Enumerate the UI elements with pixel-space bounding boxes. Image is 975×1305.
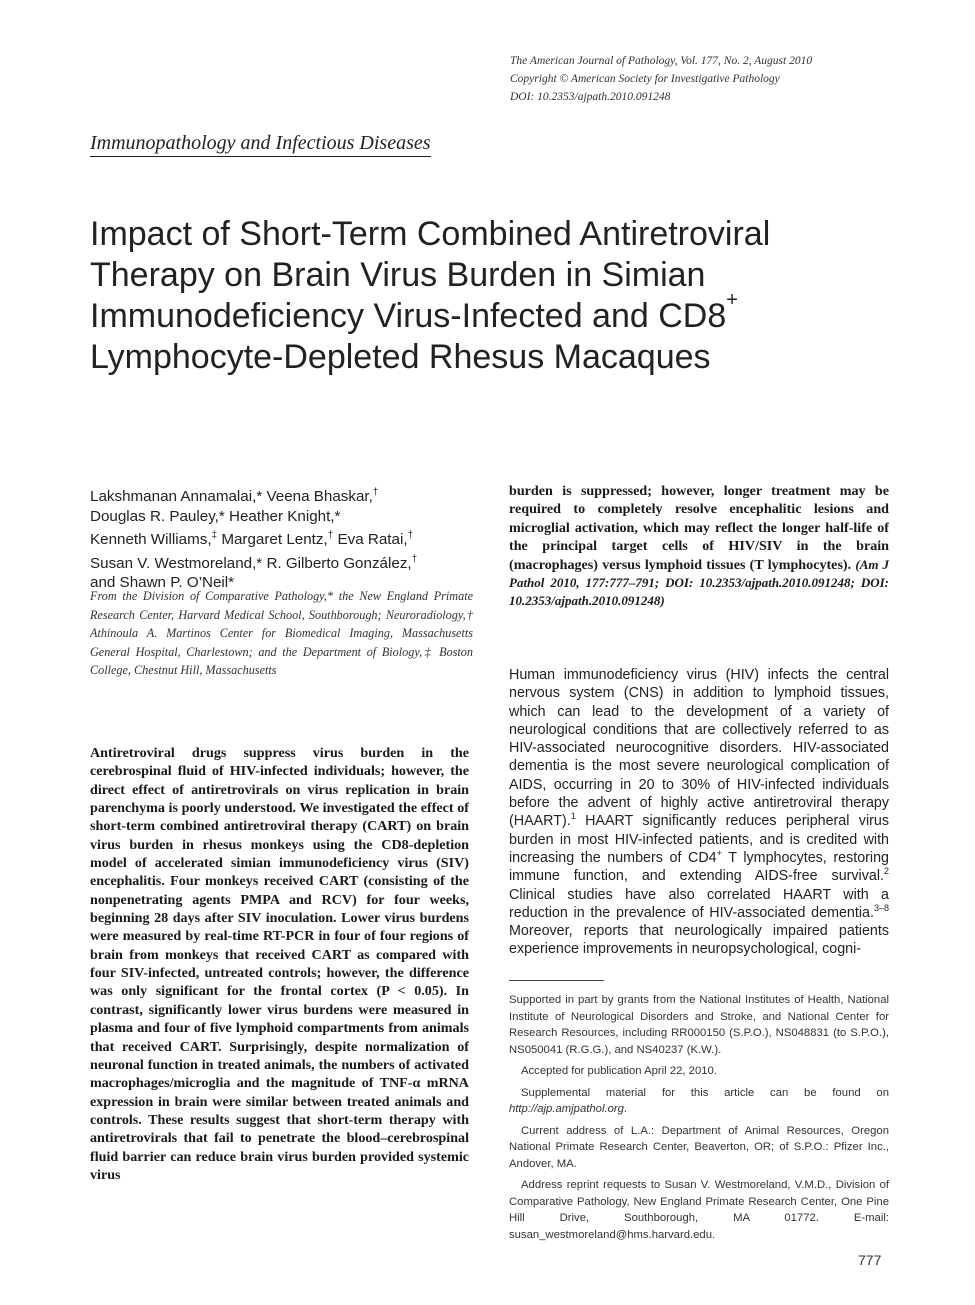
author-line: and Shawn P. O’Neil* xyxy=(90,574,235,592)
journal-copyright-line: Copyright © American Society for Investigative Pathology xyxy=(510,73,780,85)
title-line-4: Lymphocyte-Depleted Rhesus Macaques xyxy=(90,338,711,376)
author-line: Susan V. Westmoreland,* R. Gilberto González,† xyxy=(90,553,418,572)
journal-doi-line: DOI: 10.2353/ajpath.2010.091248 xyxy=(510,91,671,103)
author-line: Douglas R. Pauley,* Heather Knight,* xyxy=(90,507,341,525)
abstract-text: Antiretroviral drugs suppress virus burden in the cerebrospinal fluid of HIV-infected individuals; however, the direct effect of antiretrovirals on virus replication in brain parenchyma is poorly understood. We investigated the effect of short-term combined antiretroviral therapy (CART) on brain virus burden in rhesus monkeys using the CD8-depletion model of accelerated simian immunodeficiency virus (SIV) encephalitis. Four monkeys received CART (consisting of the nonpenetrating agents PMPA and RCV) for four weeks, beginning 28 days after SIV inoculation. Lower virus burdens were measured by real-time RT-PCR in four of four regions of brain from monkeys that received CART as compared with four SIV-infected, untreated controls; however, the difference was only significant for the frontal cortex (P < 0.05). In contrast, significantly lower virus burdens were measured in plasma and four of five lymphoid compartments from animals that received CART. Surprisingly, despite normalization of neuronal function in treated animals, the numbers of activated macrophages/microglia and the magnitude of TNF-α mRNA expression in brain were similar between treated animals and controls. These results suggest that short-term therapy with antiretrovirals that fail to penetrate the blood–cerebrospinal fluid barrier can reduce brain virus burden provided systemic virus xyxy=(90,745,469,1183)
abstract-continuation xyxy=(509,482,889,611)
title-superscript: + xyxy=(726,289,738,311)
article-title xyxy=(90,214,810,378)
funding-note: Supported in part by grants from the National Institutes of Health, National Institute of Neurological Disorders and Stroke, and National Center for Research Resources, including RR000150 (S.P.O.), NS048831 (to S.P.O.), NS050041 (R.G.G.), and NS40237 (K.W.). xyxy=(509,994,889,1056)
reference-marker: 3–8 xyxy=(873,903,889,914)
section-heading: Immunopathology and Infectious Diseases xyxy=(90,132,431,157)
supplemental-link[interactable]: http://ajp.amjpathol.org xyxy=(509,1103,624,1115)
introduction-paragraph: Human immunodeficiency virus (HIV) infects the central nervous system (CNS) in addition to lymphoid tissues, which can lead to the development of a variety of neurological conditions that are collectively referred to as HIV-associated neurocognitive disorders. HIV-associated dementia is the most severe neurological complication of AIDS, occurring in 20 to 30% of HIV-infected individuals before the advent of highly active antiretroviral therapy (HAART).$^1$ HAART significantly reduces peripheral virus burden in most HIV-infected patients, and is credited with increasing the numbers of CD4+ T lymphocytes, restoring immune function, and extending AIDS-free survival.$^2$ Clinical studies have also correlated HAART with a reduction in the prevalence of HIV-associated dementia.$^{3-8}$ Moreover, reports that neurologically impaired patients experience improvements in neuropsychological, cogni- xyxy=(509,667,890,958)
author-line: Lakshmanan Annamalai,* Veena Bhaskar,† xyxy=(90,487,379,506)
current-address-note: Current address of L.A.: Department of Animal Resources, Oregon National Primate Research Center, Beaverton, OR; of S.P.O.: Pfizer Inc., Andover, MA. xyxy=(509,1124,889,1170)
abstract-text-end: burden is suppressed; however, longer treatment may be required to completely resolve encephalitic lesions and microglial activation, which may reflect the longer half-life of the principal target cells of HIV/SIV in the brain (macrophages) versus lymphoid tissues (T lymphocytes). xyxy=(509,483,889,573)
reference-marker: 1 xyxy=(570,811,576,822)
title-line-2: Therapy on Brain Virus Burden in Simian xyxy=(90,256,706,294)
footnotes xyxy=(509,992,889,1248)
reference-marker: 2 xyxy=(883,866,889,877)
accepted-note: Accepted for publication April 22, 2010. xyxy=(521,1065,717,1077)
journal-header xyxy=(510,52,910,106)
supplemental-note: Supplemental material for this article can be found on http://ajp.amjpathol.org. xyxy=(509,1086,889,1115)
abstract-citation: (Am J Pathol 2010, 177:777–791; DOI: 10.2353/ajpath.2010.091248; DOI: 10.2353/ajpath.2010.091248) xyxy=(509,556,889,609)
affiliations: From the Division of Comparative Pathology,* the New England Primate Research Center, Harvard Medical School, Southborough; Neuroradiology,† Athinoula A. Martinos Center for Biomedical Imaging, Massachusetts General Hospital, Charlestown; and the Department of Biology,‡ Boston College, Chestnut Hill, Massachusetts xyxy=(90,589,473,677)
reprint-note: Address reprint requests to Susan V. Westmoreland, V.M.D., Division of Comparative Pathology, New England Primate Research Center, One Pine Hill Drive, Southborough, MA 01772. E-mail: susan_westmoreland@hms.harvard.edu. xyxy=(509,1179,889,1241)
author-line: Kenneth Williams,‡ Margaret Lentz,† Eva Ratai,† xyxy=(90,530,414,549)
journal-citation-line: The American Journal of Pathology, Vol. 177, No. 2, August 2010 xyxy=(510,55,813,67)
title-line-3: Immunodeficiency Virus-Infected and CD8 xyxy=(90,297,727,335)
title-line-1: Impact of Short-Term Combined Antiretroviral xyxy=(90,215,771,253)
page-number: 777 xyxy=(858,1252,882,1268)
author-list xyxy=(90,483,470,593)
footnote-divider xyxy=(509,980,604,981)
